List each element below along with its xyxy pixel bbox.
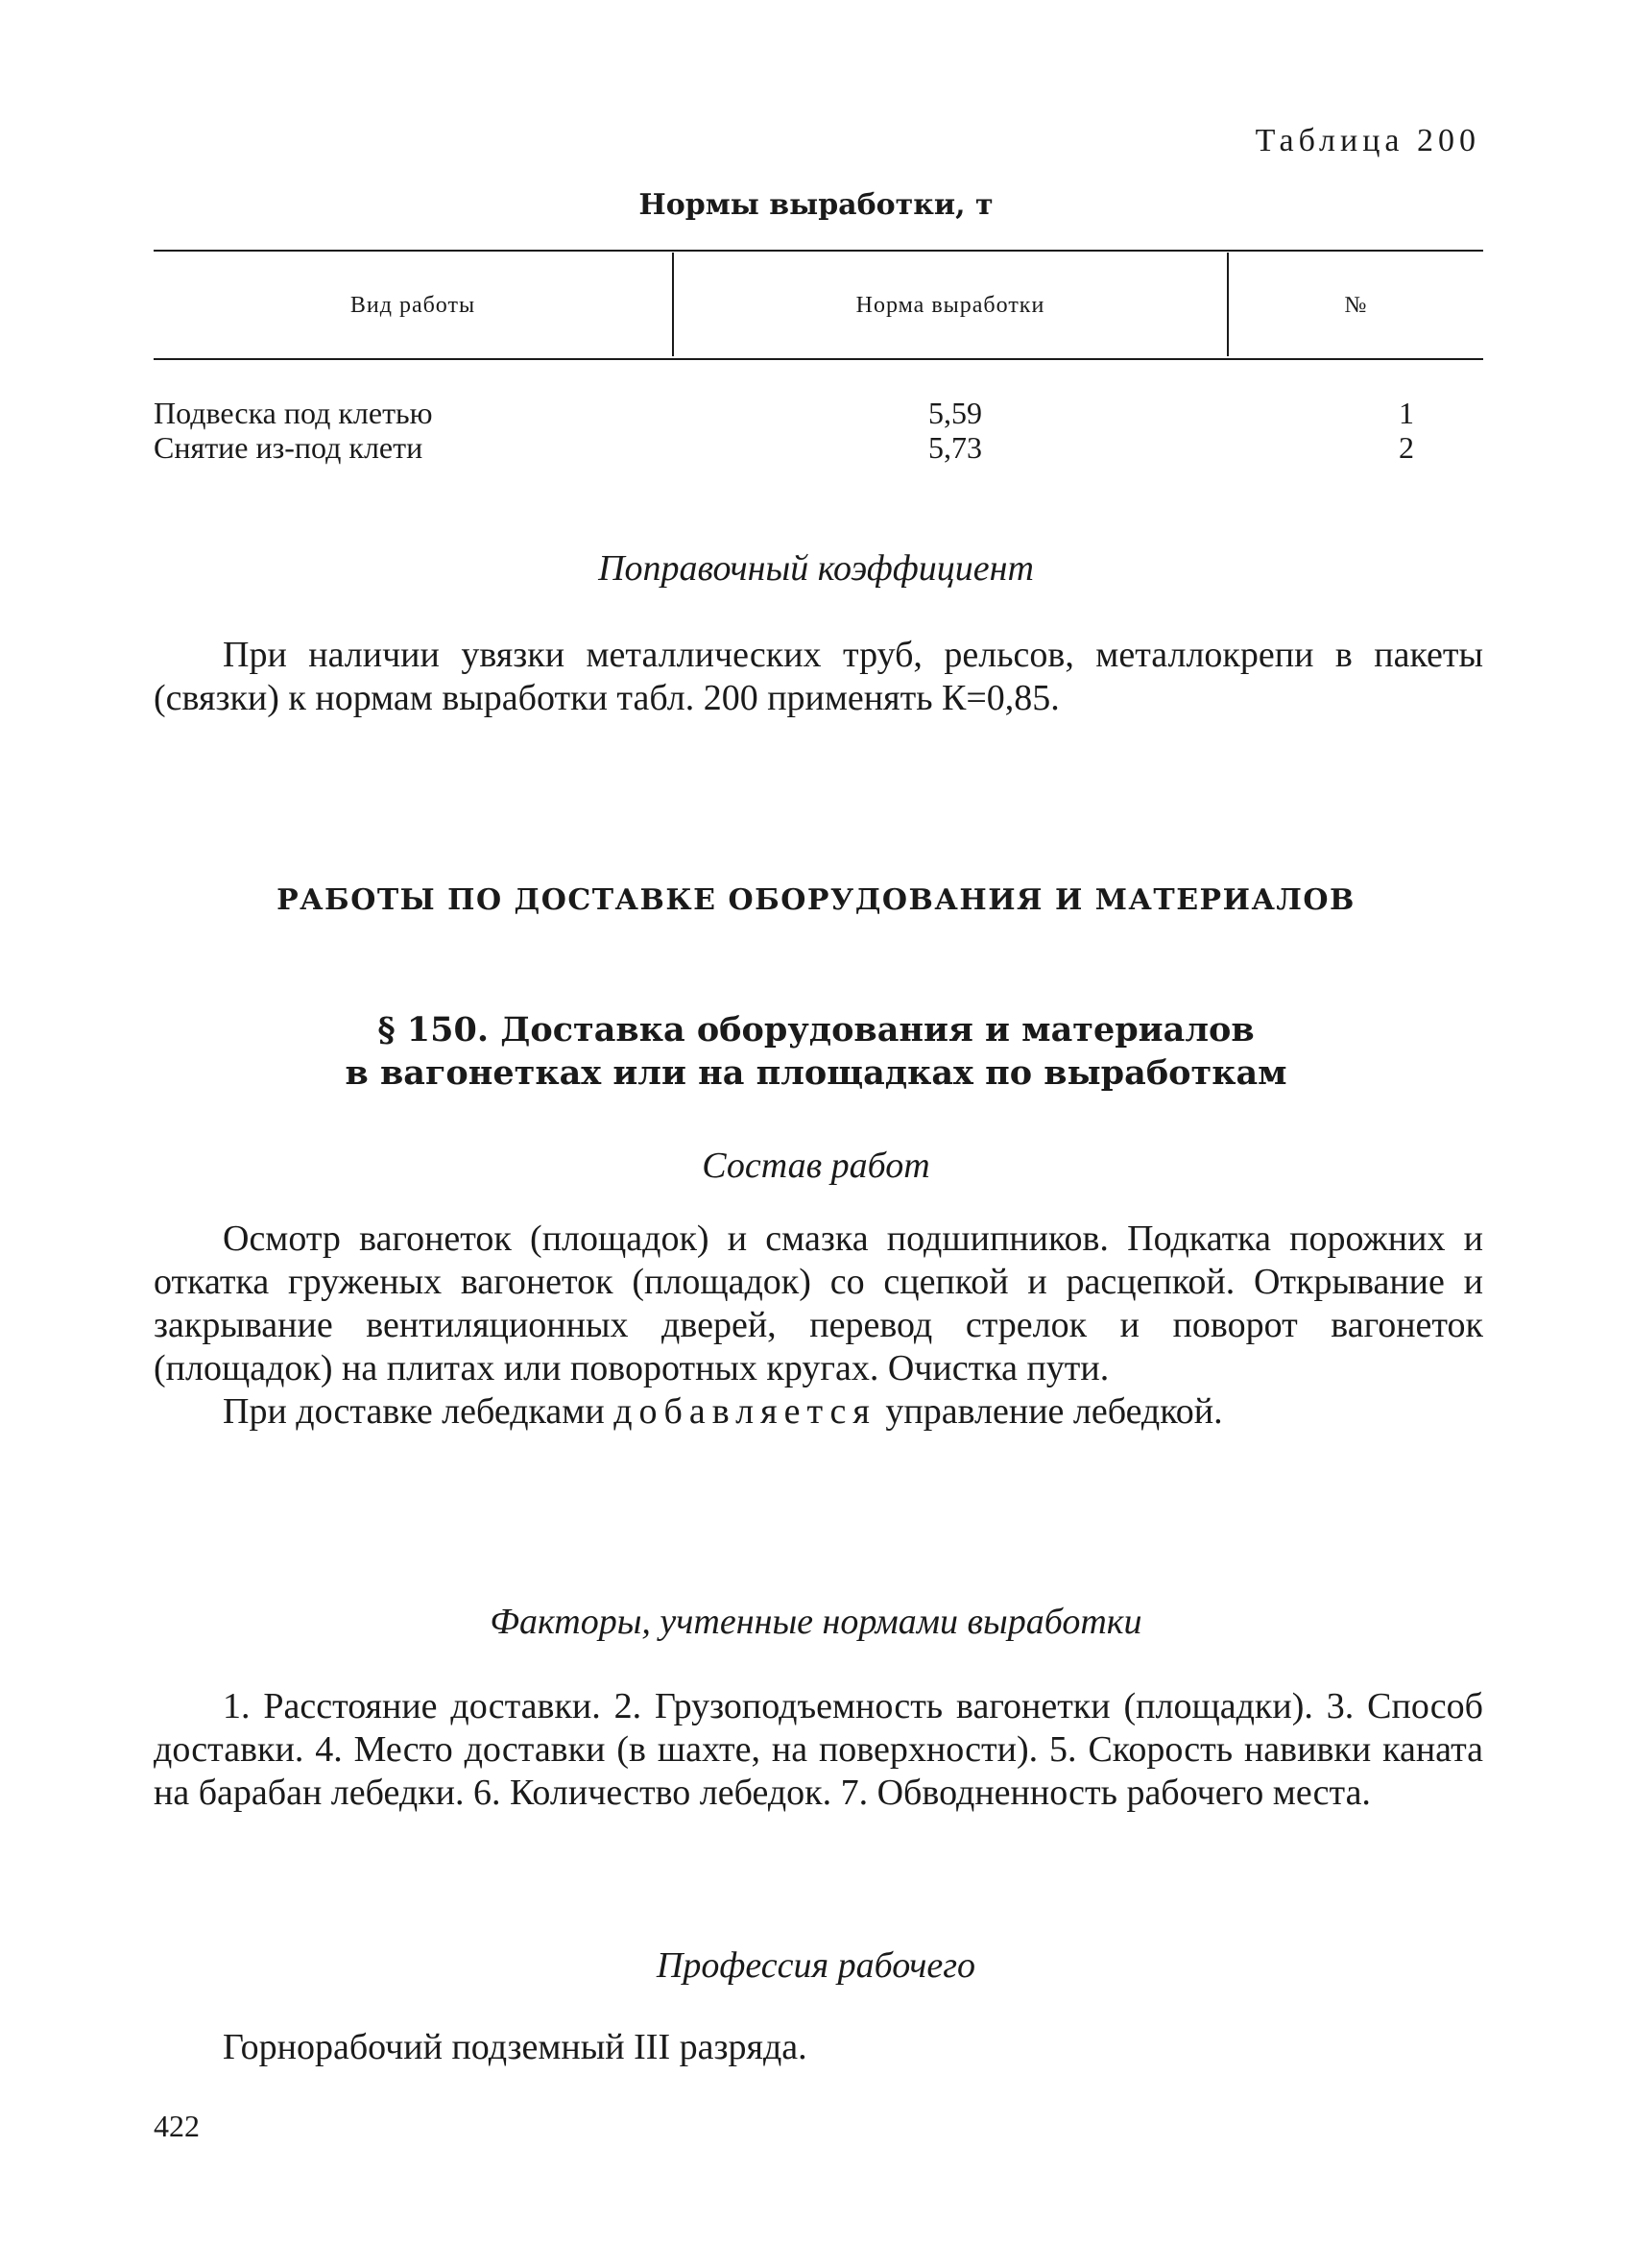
profession-text [154, 2026, 1483, 2069]
row-norm: 5,59 [928, 396, 982, 430]
row-number: 2 [1399, 430, 1414, 465]
paragraph-title [0, 1008, 1632, 1095]
row-number: 1 [1399, 396, 1414, 430]
composition-paragraph-2 [154, 1390, 1483, 1434]
profession-paragraph: Горнорабочий подземный III разряда. [223, 2027, 807, 2067]
factors-heading: Факторы, учтенные нормами выработки [490, 1602, 1142, 1642]
column-header-number: № [1344, 293, 1368, 318]
correction-heading: Поправочный коэффициент [598, 548, 1034, 589]
correction-text [154, 634, 1483, 720]
row-norm: 5,73 [928, 430, 982, 465]
table-title: Нормы выработки, т [638, 188, 994, 222]
table-top-rule [154, 250, 1483, 252]
section-title: РАБОТЫ ПО ДОСТАВКЕ ОБОРУДОВАНИЯ И МАТЕРИАЛОВ [276, 883, 1356, 917]
composition-heading: Состав работ [702, 1146, 930, 1186]
composition-p2-emphasis: добавляется [613, 1391, 876, 1432]
profession-heading: Профессия рабочего [656, 1945, 976, 1986]
column-header-norm: Норма выработки [855, 293, 1045, 318]
paragraph-title-line2: в вагонетках или на площадках по выработкам [345, 1053, 1287, 1093]
factors-text [154, 1685, 1483, 1815]
row-work: Подвеска под клетью [154, 396, 433, 430]
table-header-rule [154, 358, 1483, 360]
composition-paragraph-1: Осмотр вагонеток (площадок) и смазка подшипников. Подкатка порожних и откатка груженых вагонеток (площадок) со сцепкой и расцепкой. Открывание и закрывание вентиляционных дверей, перевод стрелок и поворот вагонеток (площадок) на плитах или поворотных кругах. Очистка пути. [154, 1218, 1483, 1388]
paragraph-title-line1: § 150. Доставка оборудования и материалов [377, 1010, 1255, 1050]
column-header-work: Вид работы [349, 293, 476, 318]
row-work: Снятие из-под клети [154, 430, 423, 465]
composition-text [154, 1218, 1483, 1434]
page-number: 422 [154, 2109, 200, 2143]
factors-paragraph: 1. Расстояние доставки. 2. Грузоподъемность вагонетки (площадки). 3. Способ доставки. 4. Место доставки (в шахте, на поверхности). 5. Скорость навивки каната на барабан лебедки. 6. Количество лебедок. 7. Обводненность рабочего места. [154, 1686, 1483, 1813]
composition-p2-start: При доставке лебедками [223, 1391, 614, 1432]
composition-p2-end: управление лебедкой. [876, 1391, 1223, 1432]
table-label: Таблица 200 [1255, 123, 1480, 158]
correction-paragraph: При наличии увязки металлических труб, рельсов, металлокрепи в пакеты (связки) к нормам выработки табл. 200 применять К=0,85. [154, 635, 1483, 718]
